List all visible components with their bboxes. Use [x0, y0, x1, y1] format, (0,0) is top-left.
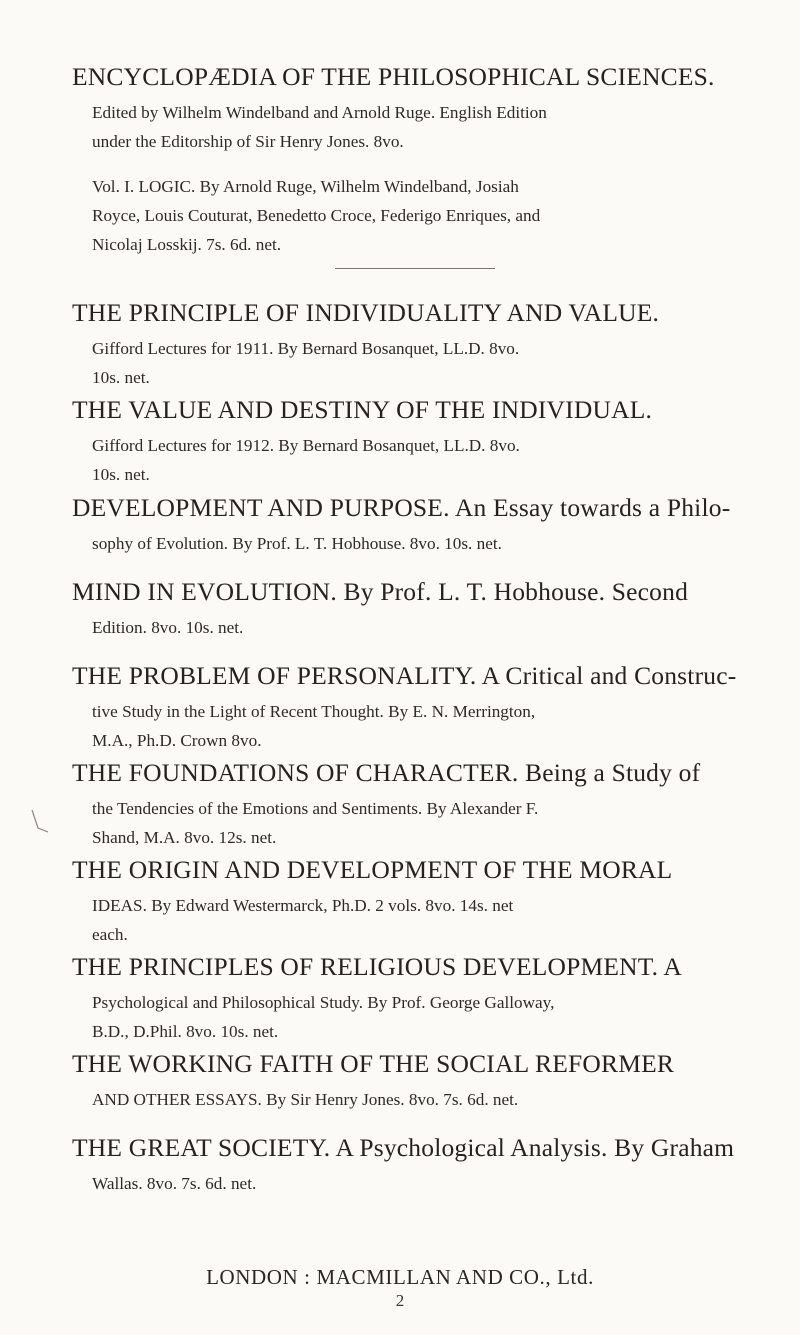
entry-line: tive Study in the Light of Recent Thought. By E. N. Merrington,	[92, 702, 536, 721]
entry-line: 10s. net.	[92, 465, 150, 484]
entry-line: Vol. I. LOGIC. By Arnold Ruge, Wilhelm Windelband, Josiah	[92, 177, 519, 196]
entry-line: 10s. net.	[92, 368, 150, 387]
entry-line: Shand, M.A. 8vo. 12s. net.	[92, 828, 277, 847]
entry-great-society	[72, 1133, 772, 1198]
entry-logic-volume	[72, 172, 772, 259]
entry-title: THE PROBLEM OF PERSONALITY. A Critical and Construc-	[72, 661, 737, 690]
entry-line: AND OTHER ESSAYS. By Sir Henry Jones. 8vo. 7s. 6d. net.	[92, 1090, 519, 1109]
entry-title: DEVELOPMENT AND PURPOSE. An Essay towards a Philo-	[72, 493, 731, 522]
entry-title: ENCYCLOPÆDIA OF THE PHILOSOPHICAL SCIENCES.	[72, 62, 715, 91]
entry-line: Edition. 8vo. 10s. net.	[92, 618, 244, 637]
entry-title: THE PRINCIPLE OF INDIVIDUALITY AND VALUE.	[72, 298, 660, 327]
pencil-mark	[28, 808, 50, 834]
entry-line: Nicolaj Losskij. 7s. 6d. net.	[92, 235, 282, 254]
entry-title: MIND IN EVOLUTION. By Prof. L. T. Hobhouse. Second	[72, 577, 689, 606]
entry-line: M.A., Ph.D. Crown 8vo.	[92, 731, 262, 750]
entry-line: Psychological and Philosophical Study. By Prof. George Galloway,	[92, 993, 555, 1012]
entry-religious-development	[72, 952, 772, 1046]
entry-line: Gifford Lectures for 1911. By Bernard Bosanquet, LL.D. 8vo.	[92, 339, 520, 358]
entry-title: THE FOUNDATIONS OF CHARACTER. Being a Study of	[72, 758, 701, 787]
entry-mind-in-evolution	[72, 577, 772, 642]
entry-line: Edited by Wilhelm Windelband and Arnold Ruge. English Edition	[92, 103, 547, 122]
entry-title: THE WORKING FAITH OF THE SOCIAL REFORMER	[72, 1049, 675, 1078]
section-divider	[335, 268, 495, 269]
entry-problem-of-personality	[72, 661, 772, 755]
entry-working-faith	[72, 1049, 772, 1114]
entry-encyclopaedia	[72, 62, 772, 156]
entry-value-and-destiny	[72, 395, 772, 489]
publisher-imprint: LONDON : MACMILLAN AND CO., Ltd.	[206, 1265, 594, 1289]
entry-title: THE GREAT SOCIETY. A Psychological Analysis. By Graham	[72, 1133, 735, 1162]
entry-line: the Tendencies of the Emotions and Sentiments. By Alexander F.	[92, 799, 539, 818]
entry-line: each.	[92, 925, 128, 944]
entry-title: THE ORIGIN AND DEVELOPMENT OF THE MORAL	[72, 855, 673, 884]
entry-line: Wallas. 8vo. 7s. 6d. net.	[92, 1174, 257, 1193]
entry-line: under the Editorship of Sir Henry Jones. 8vo.	[92, 132, 404, 151]
entry-title: THE PRINCIPLES OF RELIGIOUS DEVELOPMENT. A	[72, 952, 683, 981]
page-number: 2	[395, 1291, 405, 1310]
entry-line: B.D., D.Phil. 8vo. 10s. net.	[92, 1022, 279, 1041]
entry-foundations-of-character	[72, 758, 772, 852]
entry-line: Royce, Louis Couturat, Benedetto Croce, Federigo Enriques, and	[92, 206, 541, 225]
entry-title: THE VALUE AND DESTINY OF THE INDIVIDUAL.	[72, 395, 653, 424]
entry-line: IDEAS. By Edward Westermarck, Ph.D. 2 vols. 8vo. 14s. net	[92, 896, 514, 915]
entry-development-and-purpose	[72, 493, 772, 558]
entry-line: sophy of Evolution. By Prof. L. T. Hobhouse. 8vo. 10s. net.	[92, 534, 502, 553]
entry-origin-of-moral-ideas	[72, 855, 772, 949]
entry-line: Gifford Lectures for 1912. By Bernard Bosanquet, LL.D. 8vo.	[92, 436, 520, 455]
entry-principle-of-individuality	[72, 298, 772, 392]
